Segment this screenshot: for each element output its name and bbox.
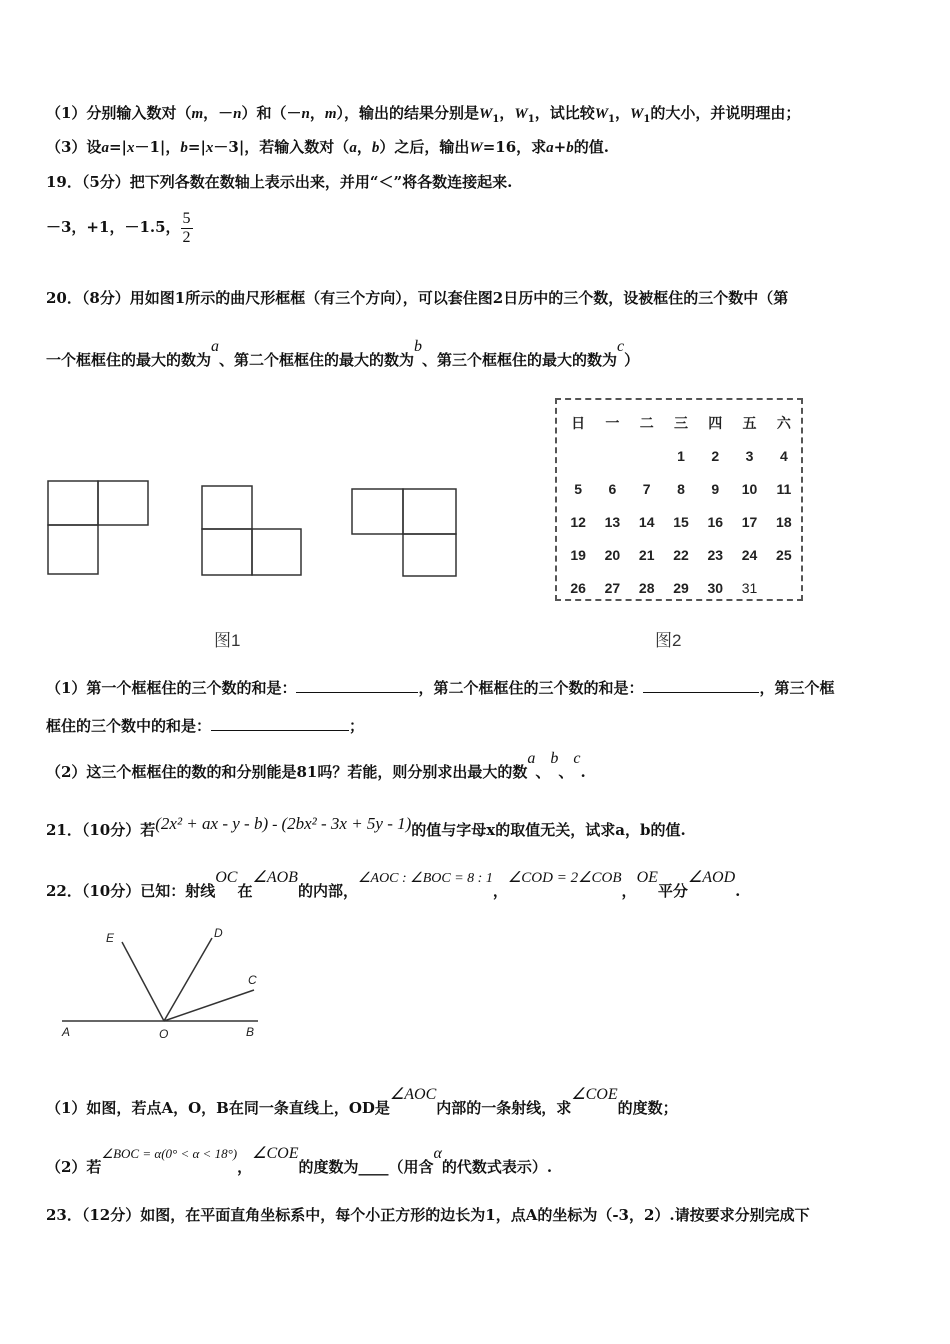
text: ，第三个框 (759, 679, 835, 697)
label-a: A (62, 1025, 71, 1039)
question-19-numbers (46, 207, 193, 247)
calendar-cell (767, 571, 801, 604)
label-o: O (159, 1027, 169, 1041)
text: 的值与字母x的取值无关，试求a，b的值. (411, 821, 686, 839)
calendar-cell: 26 (570, 579, 586, 596)
angle-cod: ∠COD = 2∠COB (507, 870, 622, 886)
text: 的内部， (297, 882, 358, 900)
weekday-wed: 三 (673, 414, 688, 431)
text: ） (624, 351, 640, 369)
question-23: 23．（12分）如图，在平面直角坐标系中，每个小正方形的边长为1，点A的坐标为（-3，2）.请按要求分别完成下 (46, 1206, 810, 1224)
text: （2）这三个框框住的数的和分别能是81吗？若能，则分别求出最大的数 (46, 763, 528, 781)
ray-oc: OC (215, 869, 238, 886)
var-a: a (349, 140, 357, 156)
calendar-cell: 13 (604, 513, 621, 530)
text: －3|，若输入数对（ (213, 138, 350, 156)
weekday-mon: 一 (605, 414, 620, 431)
text: （1）分别输入数对（ (46, 104, 192, 122)
var-alpha: α (433, 1145, 442, 1162)
ray-oe-line (122, 942, 164, 1021)
angle-coe: ∠COE (252, 1145, 299, 1162)
frame1-cell-tl (48, 481, 98, 525)
frame3-cell-br (403, 534, 456, 576)
var-c: c (573, 750, 581, 767)
ray-oe: OE (636, 869, 658, 886)
calendar-cell: 16 (707, 513, 724, 530)
text: 的度数为____（用含 (298, 1158, 434, 1176)
answer-blank-3[interactable] (211, 716, 349, 731)
text: . (580, 763, 586, 781)
var-b: b (550, 750, 559, 767)
calendar-cell: 15 (673, 513, 689, 530)
answer-blank-1[interactable] (296, 678, 418, 693)
calendar-week-row (561, 538, 801, 571)
text: 的大小，并说明理由； (650, 104, 801, 122)
calendar-cell: 6 (608, 480, 617, 497)
var-a: a (101, 140, 109, 156)
calendar-cell: 14 (638, 513, 655, 530)
var-b: b (371, 140, 380, 156)
question-22-part-2 (46, 1145, 553, 1178)
frame1-cell-bl (48, 525, 98, 574)
text: ， (309, 104, 325, 122)
subscript: 1 (608, 114, 616, 125)
label-d: D (214, 926, 223, 940)
question-22-part-1 (46, 1086, 678, 1119)
angle-coe: ∠COE (571, 1086, 618, 1103)
calendar-cell: 19 (570, 546, 586, 563)
var-w: W (594, 106, 609, 122)
text: 、第二个框框住的最大的数为 (219, 351, 415, 369)
calendar-cell: 9 (711, 480, 720, 497)
calendar-week-row (561, 571, 801, 604)
text: ，第二个框框住的三个数的和是： (418, 679, 644, 697)
calendar-table (561, 406, 801, 604)
calendar-cell: 17 (741, 513, 758, 530)
text: ， (356, 138, 372, 156)
text: 、 (558, 763, 574, 781)
var-w: W (479, 106, 493, 122)
question-22 (46, 869, 741, 903)
calendar-cell: 31 (741, 579, 758, 596)
figure-1-frames (40, 475, 470, 585)
calendar-cell: 11 (776, 480, 792, 497)
angle-boc-condition: ∠BOC = α(0° < α < 18°) (101, 1146, 238, 1161)
var-n: n (233, 106, 242, 122)
text: ； (349, 717, 365, 735)
var-a: a (546, 140, 554, 156)
text: =16，求 (482, 138, 547, 156)
text: 、第三个框框住的最大的数为 (422, 351, 618, 369)
question-20-part-1 (46, 678, 834, 698)
angle-aod: ∠AOD (687, 869, 736, 886)
minus-sign: - (268, 816, 282, 833)
text: 框住的三个数中的和是： (46, 717, 212, 735)
text: ， (492, 882, 508, 900)
question-21 (46, 814, 686, 841)
calendar-cell: 12 (570, 513, 586, 530)
figure-1-caption: 图1 (214, 631, 241, 650)
answer-blank-2[interactable] (643, 678, 759, 693)
text: 、 (535, 763, 551, 781)
var-n: n (301, 106, 310, 122)
numerator: 5 (182, 209, 191, 227)
text: 的值. (573, 138, 609, 156)
text: （3）设 (46, 138, 102, 156)
text: 在 (237, 882, 253, 900)
frame3-cell-tl (352, 489, 403, 534)
text: ， (499, 104, 515, 122)
calendar-cell: 29 (673, 579, 689, 596)
text: （2）若 (46, 1158, 102, 1176)
calendar-cell: 27 (604, 579, 621, 596)
text: . (735, 882, 741, 900)
var-x: x (126, 140, 135, 156)
text: 平分 (657, 882, 688, 900)
text: （1）第一个框框住的三个数的和是： (46, 679, 297, 697)
var-w: W (630, 106, 644, 122)
question-20-part-2 (46, 750, 586, 783)
calendar-cell (630, 439, 664, 472)
text: 21．（10分）若 (46, 821, 156, 839)
angle-ratio: ∠AOC : ∠BOC = 8 : 1 (357, 871, 493, 886)
frame2-cell-bl (202, 529, 252, 575)
text: 的代数式表示）. (441, 1158, 553, 1176)
subscript: 1 (492, 114, 500, 125)
weekday-sat: 六 (776, 414, 791, 431)
calendar-cell: 10 (741, 480, 758, 497)
expression-1: (2x² + ax - y - b) (155, 814, 269, 833)
figure-2-caption: 图2 (655, 631, 682, 650)
calendar-cell (595, 439, 629, 472)
calendar-cell: 1 (677, 447, 685, 464)
var-w: W (469, 140, 483, 156)
calendar-week-row (561, 505, 801, 538)
text: ， (621, 882, 637, 900)
calendar-cell: 8 (677, 480, 685, 497)
text: （1）如图，若点A，O，B在同一条直线上，OD是 (46, 1099, 390, 1117)
angle-aob: ∠AOB (252, 869, 298, 886)
text: 的度数； (617, 1099, 678, 1117)
weekday-fri: 五 (742, 414, 757, 431)
calendar-week-row (561, 439, 801, 472)
weekday-sun: 日 (571, 414, 586, 431)
text: 内部的一条射线，求 (436, 1099, 572, 1117)
frame1-cell-tr (98, 481, 148, 525)
var-a: a (527, 750, 536, 767)
var-x: x (205, 140, 214, 156)
text: ，－ (203, 104, 234, 122)
var-a: a (211, 338, 220, 355)
text: －1|， (134, 138, 181, 156)
var-b: b (180, 140, 188, 156)
question-part-1 (46, 103, 800, 130)
subscript: 1 (643, 114, 651, 125)
var-c: c (617, 338, 625, 355)
label-b: B (246, 1025, 255, 1039)
calendar-cell: 23 (707, 546, 724, 563)
calendar-cell: 3 (745, 447, 754, 464)
calendar-cell: 25 (776, 546, 792, 563)
question-20-line2 (46, 338, 640, 371)
calendar-cell: 4 (779, 447, 788, 464)
text: ）之后，输出 (379, 138, 470, 156)
frame2-cell-top (202, 486, 252, 529)
text: ），输出的结果分别是 (336, 104, 480, 122)
calendar-cell: 2 (711, 447, 720, 464)
calendar-cell: 5 (574, 480, 583, 497)
weekday-thu: 四 (708, 414, 723, 431)
text: ， (237, 1158, 253, 1176)
expression-2: (2bx² - 3x + 5y - 1) (281, 814, 412, 833)
label-c: C (248, 973, 257, 987)
geometry-figure (50, 922, 280, 1050)
angle-aoc: ∠AOC (389, 1086, 437, 1103)
calendar-figure (555, 398, 803, 601)
var-w: W (514, 106, 528, 122)
question-20: 20．（8分）用如图1所示的曲尺形框框（有三个方向），可以套住图2日历中的三个数，设被框住的三个数中（第 (46, 289, 789, 307)
ray-od-line (164, 938, 212, 1021)
var-m: m (324, 106, 337, 122)
question-part-3 (46, 137, 609, 158)
text: =| (187, 138, 206, 156)
weekday-tue: 二 (639, 414, 654, 431)
var-b: b (414, 338, 423, 355)
calendar-cell: 24 (741, 546, 758, 563)
text: 22．（10分）已知：射线 (46, 882, 216, 900)
question-20-part-1-cont (46, 716, 364, 736)
calendar-cell: 22 (673, 546, 689, 563)
fraction-five-halves (181, 210, 193, 247)
frame3-cell-tr (403, 489, 456, 534)
number-list: －3，+1，－1.5， (46, 218, 181, 236)
ray-oc-line (164, 990, 254, 1021)
label-e: E (106, 931, 115, 945)
calendar-cell: 21 (638, 546, 655, 563)
calendar-cell: 7 (642, 480, 651, 497)
calendar-cell: 30 (707, 579, 724, 596)
var-m: m (191, 106, 204, 122)
text: + (553, 138, 567, 156)
calendar-week-row (561, 472, 801, 505)
frame2-cell-br (252, 529, 301, 575)
var-b: b (566, 140, 574, 156)
calendar-cell: 20 (604, 546, 621, 563)
text: ， (615, 104, 631, 122)
calendar-cell (561, 439, 595, 472)
text: ，试比较 (534, 104, 595, 122)
question-19: 19．（5分）把下列各数在数轴上表示出来，并用“＜”将各数连接起来. (46, 173, 513, 191)
text: ）和（－ (241, 104, 302, 122)
calendar-cell: 28 (638, 579, 655, 596)
calendar-header-row (561, 406, 801, 439)
calendar-cell: 18 (776, 513, 792, 530)
text: =| (108, 138, 127, 156)
text: 一个框框住的最大的数为 (46, 351, 212, 369)
denominator: 2 (182, 228, 191, 246)
subscript: 1 (527, 114, 535, 125)
